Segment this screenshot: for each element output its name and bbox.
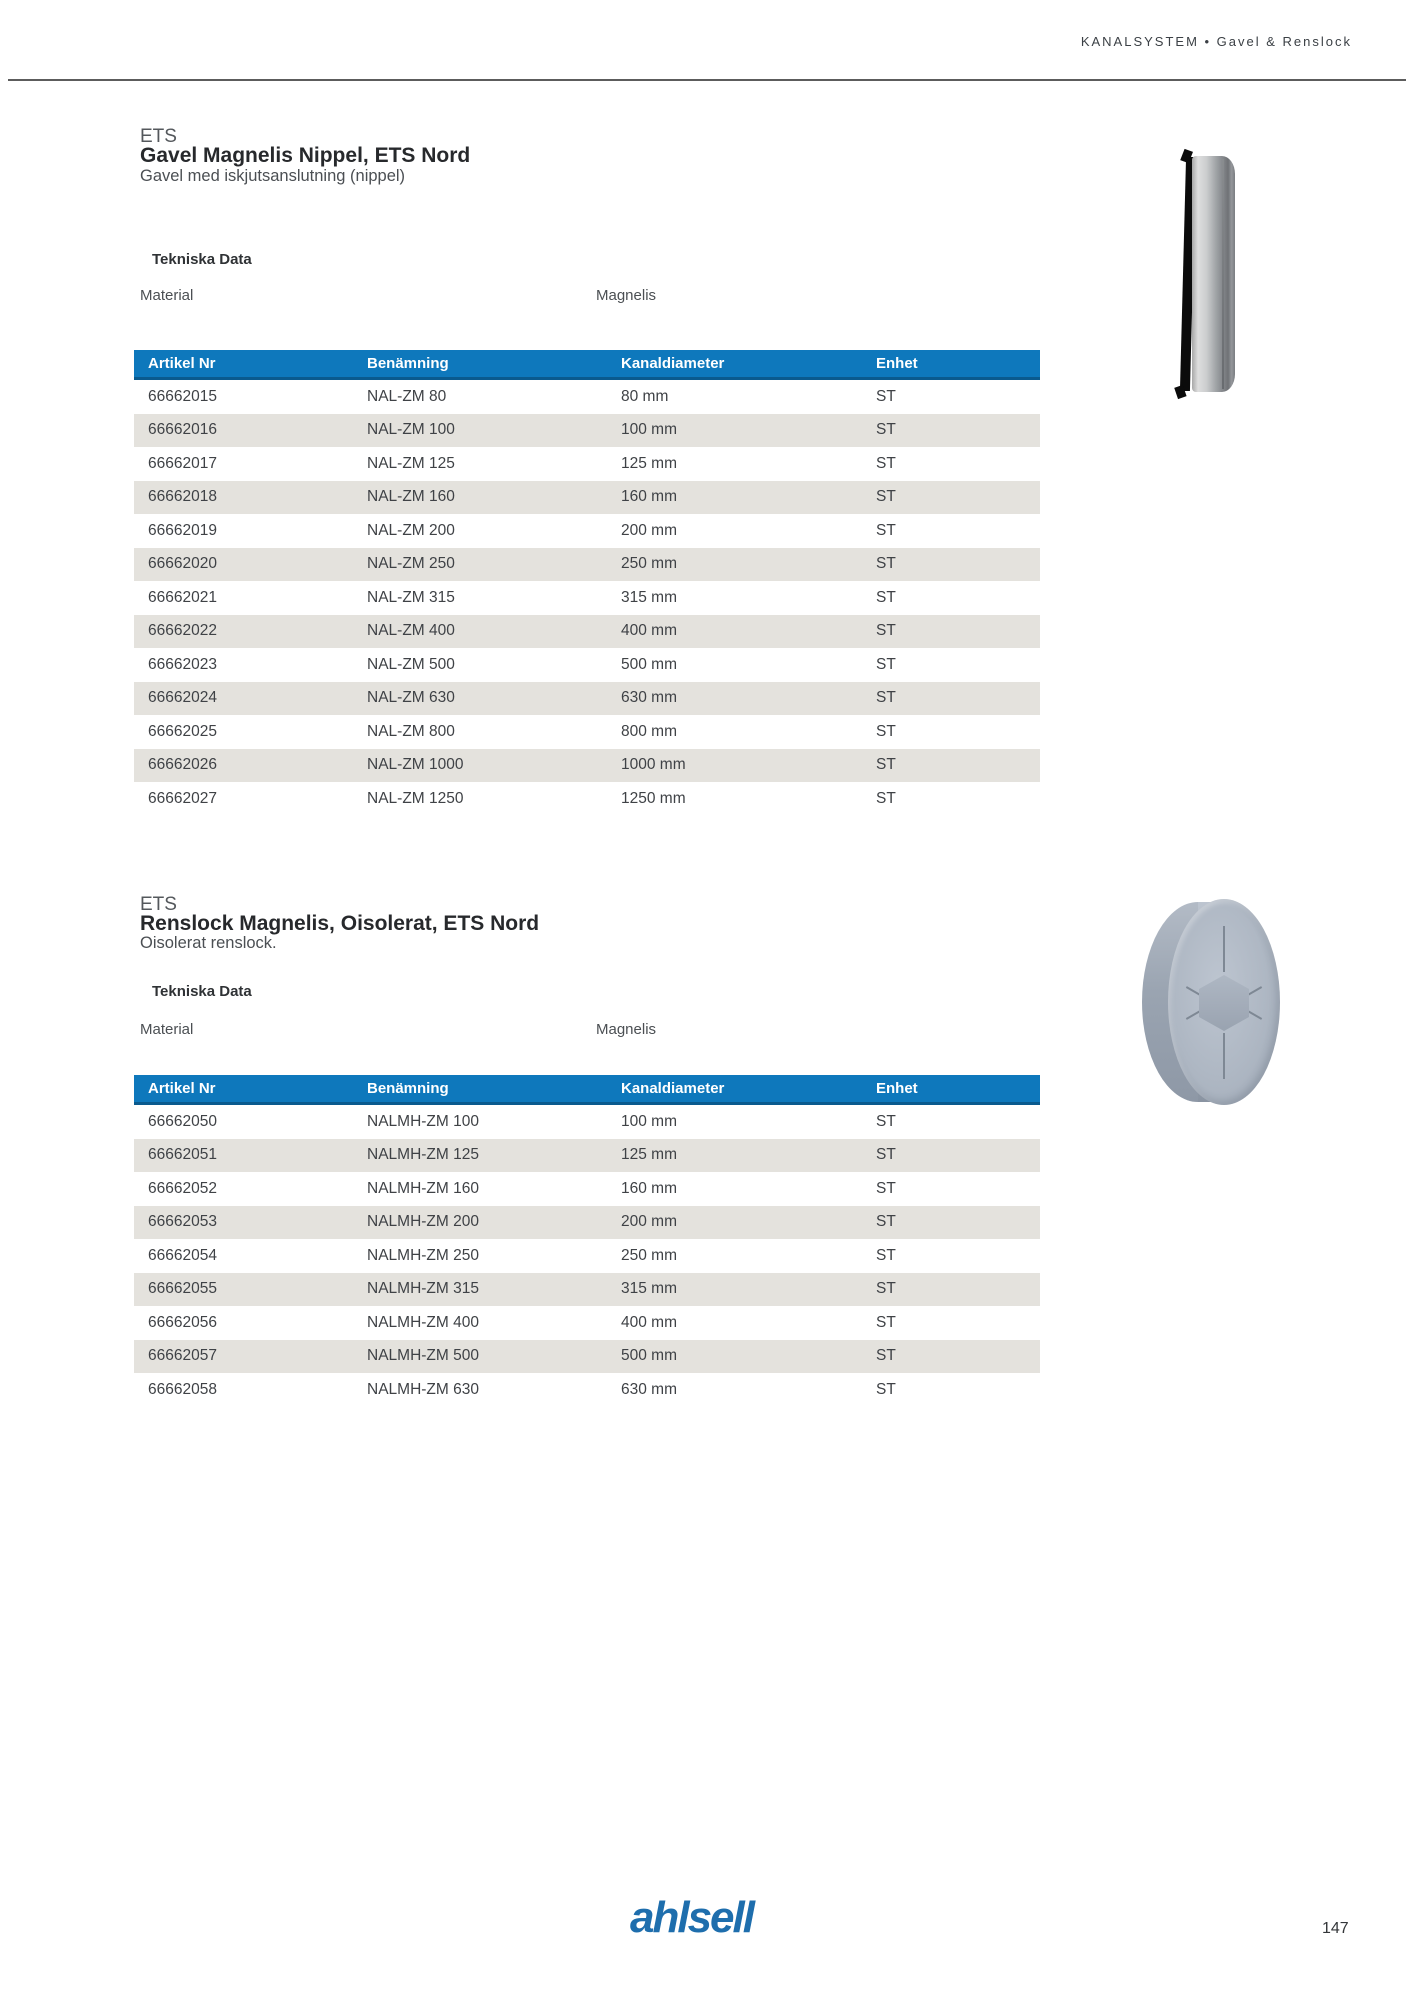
ahlsell-logo: ahlsell: [630, 1893, 753, 1942]
table-cell: 315 mm: [621, 581, 876, 615]
table-cell: ST: [876, 1340, 1040, 1374]
table-cell: ST: [876, 1206, 1040, 1240]
table-cell: NALMH-ZM 160: [367, 1172, 621, 1206]
table-cell: 66662023: [134, 648, 367, 682]
product-image-renslock: [1142, 896, 1282, 1108]
table-cell: 66662053: [134, 1206, 367, 1240]
table-cell: 66662025: [134, 715, 367, 749]
table-cell: NAL-ZM 80: [367, 379, 621, 414]
material-value: Magnelis: [596, 287, 657, 304]
table-row: [134, 1306, 1040, 1340]
table-cell: 66662017: [134, 447, 367, 481]
table-cell: NALMH-ZM 315: [367, 1273, 621, 1307]
column-header: Artikel Nr: [134, 1075, 367, 1104]
table-cell: ST: [876, 1306, 1040, 1340]
table-cell: 66662052: [134, 1172, 367, 1206]
table-row: [134, 481, 1040, 515]
table-cell: ST: [876, 749, 1040, 783]
table-cell: 125 mm: [621, 1139, 876, 1173]
tech-data-heading: Tekniska Data: [152, 983, 252, 1000]
table-cell: ST: [876, 1104, 1040, 1139]
table-cell: NALMH-ZM 250: [367, 1239, 621, 1273]
material-label: Material: [140, 1021, 194, 1038]
table-row: [134, 615, 1040, 649]
table-cell: 100 mm: [621, 1104, 876, 1139]
table-cell: ST: [876, 1273, 1040, 1307]
table-cell: 66662024: [134, 682, 367, 716]
table-header-row: [134, 1075, 1040, 1104]
table-cell: 400 mm: [621, 1306, 876, 1340]
table-cell: NALMH-ZM 125: [367, 1139, 621, 1173]
table-cell: 66662016: [134, 414, 367, 448]
table-cell: 200 mm: [621, 514, 876, 548]
table-cell: ST: [876, 379, 1040, 414]
table-cell: 630 mm: [621, 682, 876, 716]
table-cell: ST: [876, 481, 1040, 515]
brand-label: ETS: [140, 894, 177, 915]
table-cell: ST: [876, 514, 1040, 548]
table-cell: NAL-ZM 500: [367, 648, 621, 682]
table-row: [134, 581, 1040, 615]
table-cell: NALMH-ZM 200: [367, 1206, 621, 1240]
table-cell: ST: [876, 1239, 1040, 1273]
table-cell: 800 mm: [621, 715, 876, 749]
table-cell: NAL-ZM 200: [367, 514, 621, 548]
table-cell: NALMH-ZM 100: [367, 1104, 621, 1139]
table-row: [134, 715, 1040, 749]
table-cell: NAL-ZM 800: [367, 715, 621, 749]
gavel-groove: [1222, 159, 1224, 389]
table-row: [134, 548, 1040, 582]
table-cell: ST: [876, 1172, 1040, 1206]
table-cell: 66662021: [134, 581, 367, 615]
table-cell: 1000 mm: [621, 749, 876, 783]
product-table: [134, 1075, 1040, 1407]
table-cell: 1250 mm: [621, 782, 876, 816]
product-image-gavel: [1183, 156, 1235, 392]
column-header: Artikel Nr: [134, 350, 367, 379]
table-row: [134, 782, 1040, 816]
table-cell: NAL-ZM 1250: [367, 782, 621, 816]
table-cell: ST: [876, 682, 1040, 716]
table-cell: ST: [876, 548, 1040, 582]
product-table: [134, 350, 1040, 816]
table-header-row: [134, 350, 1040, 379]
table-cell: NALMH-ZM 630: [367, 1373, 621, 1407]
table-cell: NALMH-ZM 400: [367, 1306, 621, 1340]
table-cell: 66662015: [134, 379, 367, 414]
column-header: Benämning: [367, 350, 621, 379]
table-cell: ST: [876, 1139, 1040, 1173]
table-cell: 66662051: [134, 1139, 367, 1173]
table-row: [134, 447, 1040, 481]
table-cell: 250 mm: [621, 548, 876, 582]
table-row: [134, 1104, 1040, 1139]
table-cell: 66662018: [134, 481, 367, 515]
table-row: [134, 1206, 1040, 1240]
gavel-body: [1192, 156, 1235, 392]
product-subtitle: Gavel med iskjutsanslutning (nippel): [140, 167, 406, 185]
disc-spoke: [1223, 926, 1225, 972]
table-cell: 66662057: [134, 1340, 367, 1374]
table-cell: 66662019: [134, 514, 367, 548]
table-cell: NALMH-ZM 500: [367, 1340, 621, 1374]
product-title: Gavel Magnelis Nippel, ETS Nord: [140, 144, 471, 167]
table-row: [134, 1273, 1040, 1307]
table-cell: ST: [876, 447, 1040, 481]
table-cell: ST: [876, 615, 1040, 649]
table-cell: 400 mm: [621, 615, 876, 649]
table-row: [134, 1373, 1040, 1407]
table-row: [134, 379, 1040, 414]
table-cell: 66662022: [134, 615, 367, 649]
table-row: [134, 682, 1040, 716]
table-row: [134, 414, 1040, 448]
brand-label: ETS: [140, 126, 177, 147]
column-header: Enhet: [876, 350, 1040, 379]
section-renslock: [0, 888, 1414, 1428]
table-cell: NAL-ZM 630: [367, 682, 621, 716]
column-header: Benämning: [367, 1075, 621, 1104]
page-header-label: KANALSYSTEM • Gavel & Renslock: [1080, 34, 1352, 49]
table-row: [134, 1239, 1040, 1273]
product-title: Renslock Magnelis, Oisolerat, ETS Nord: [140, 912, 540, 935]
header-divider: [8, 79, 1406, 81]
table-cell: NAL-ZM 250: [367, 548, 621, 582]
table-cell: 66662020: [134, 548, 367, 582]
table-cell: 630 mm: [621, 1373, 876, 1407]
table-row: [134, 1172, 1040, 1206]
table-cell: 160 mm: [621, 481, 876, 515]
table-cell: 125 mm: [621, 447, 876, 481]
table-cell: ST: [876, 1373, 1040, 1407]
table-cell: 66662054: [134, 1239, 367, 1273]
table-cell: ST: [876, 581, 1040, 615]
table-cell: ST: [876, 782, 1040, 816]
table-cell: 66662056: [134, 1306, 367, 1340]
table-cell: 100 mm: [621, 414, 876, 448]
table-cell: 160 mm: [621, 1172, 876, 1206]
table-row: [134, 1139, 1040, 1173]
table-cell: 66662027: [134, 782, 367, 816]
disc-spoke: [1223, 1033, 1225, 1079]
table-cell: 500 mm: [621, 648, 876, 682]
page-number: 147: [1322, 1920, 1349, 1937]
table-row: [134, 514, 1040, 548]
table-cell: 80 mm: [621, 379, 876, 414]
table-row: [134, 648, 1040, 682]
material-label: Material: [140, 287, 194, 304]
table-cell: NAL-ZM 160: [367, 481, 621, 515]
table-cell: 66662050: [134, 1104, 367, 1139]
table-cell: NAL-ZM 315: [367, 581, 621, 615]
column-header: Kanaldiameter: [621, 1075, 876, 1104]
table-cell: 500 mm: [621, 1340, 876, 1374]
table-cell: 66662026: [134, 749, 367, 783]
table-row: [134, 749, 1040, 783]
tech-data-heading: Tekniska Data: [152, 251, 252, 268]
table-cell: 315 mm: [621, 1273, 876, 1307]
table-cell: ST: [876, 715, 1040, 749]
table-row: [134, 1340, 1040, 1374]
column-header: Kanaldiameter: [621, 350, 876, 379]
table-cell: NAL-ZM 100: [367, 414, 621, 448]
column-header: Enhet: [876, 1075, 1040, 1104]
table-cell: 200 mm: [621, 1206, 876, 1240]
table-cell: 66662055: [134, 1273, 367, 1307]
table-cell: ST: [876, 414, 1040, 448]
table-cell: NAL-ZM 125: [367, 447, 621, 481]
table-cell: NAL-ZM 1000: [367, 749, 621, 783]
table-cell: 250 mm: [621, 1239, 876, 1273]
table-cell: NAL-ZM 400: [367, 615, 621, 649]
table-cell: 66662058: [134, 1373, 367, 1407]
section-gavel: [0, 120, 1414, 830]
table-cell: ST: [876, 648, 1040, 682]
material-value: Magnelis: [596, 1021, 657, 1038]
product-subtitle: Oisolerat renslock.: [140, 934, 277, 952]
